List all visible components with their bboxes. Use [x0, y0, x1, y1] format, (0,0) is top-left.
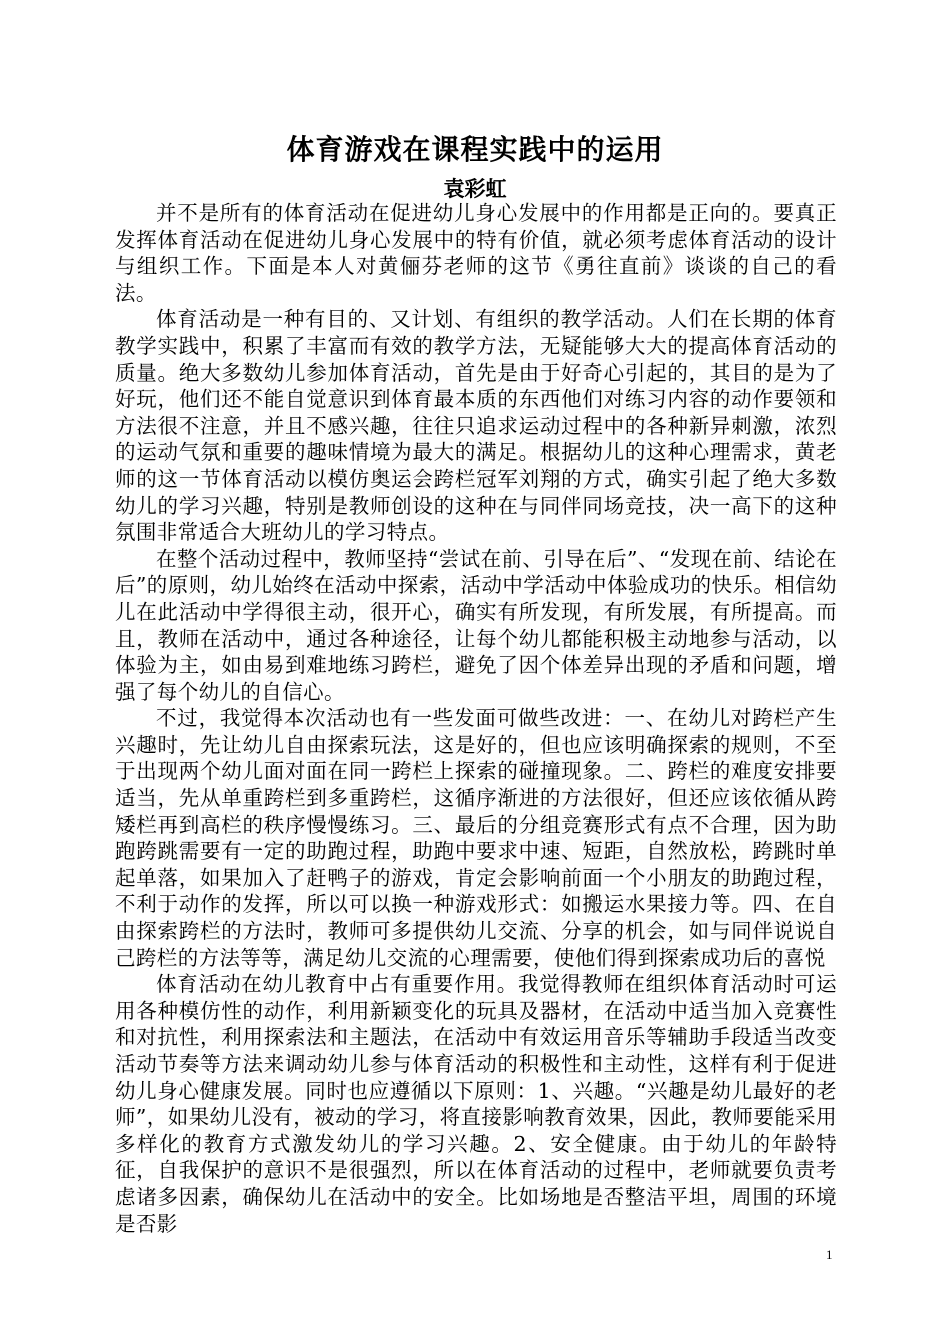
body-paragraph: 不过，我觉得本次活动也有一些发面可做些改进：一、在幼儿对跨栏产生兴趣时，先让幼儿自由探索玩法，这是好的，但也应该明确探索的规则，不至于出现两个幼儿面对面在同一跨栏上探索的碰撞现象。二、跨栏的难度安排要适当，先从单重跨栏到多重跨栏，这循序渐进的方法很好，但还应该依循从跨矮栏再到高栏的秩序慢慢练习。三、最后的分组竞赛形式有点不合理，因为助跑跨跳需要有一定的助跑过程，助跑中要求中速、短距，自然放松，跨跳时单起单落，如果加入了赶鸭子的游戏，肯定会影响前面一个小朋友的助跑过程，不利于动作的发挥，所以可以换一种游戏形式：如搬运水果接力等。四、在自由探索跨栏的方法时，教师可多提供幼儿交流、分享的机会，如与同伴说说自己跨栏的方法等等，满足幼儿交流的心理需要，使他们得到探索成功后的喜悦: [115, 706, 837, 970]
document-author: 袁彩虹: [443, 177, 507, 201]
document-body: [115, 200, 837, 1237]
body-paragraph: 体育活动是一种有目的、又计划、有组织的教学活动。人们在长期的体育教学实践中，积累了丰富而有效的教学方法，无疑能够大大的提高体育活动的质量。绝大多数幼儿参加体育活动，首先是由于好奇心引起的，其目的是为了好玩，他们还不能自觉意识到体育最本质的东西他们对练习内容的动作要领和方法很不注意，并且不感兴趣，往往只追求运动过程中的各种新异刺激，浓烈的运动气氛和重要的趣味情境为最大的满足。根据幼儿的这种心理需求，黄老师的这一节体育活动以模仿奥运会跨栏冠军刘翔的方式，确实引起了绝大多数幼儿的学习兴趣，特别是教师创设的这种在与同伴同场竞技，决一高下的这种氛围非常适合大班幼儿的学习特点。: [115, 307, 837, 545]
body-paragraph: 并不是所有的体育活动在促进幼儿身心发展中的作用都是正向的。要真正发挥体育活动在促进幼儿身心发展中的特有价值，就必须考虑体育活动的设计与组织工作。下面是本人对黄俪芬老师的这节《勇往直前》谈谈的自己的看法。: [115, 201, 837, 305]
document-title: 体育游戏在课程实践中的运用: [286, 133, 664, 166]
body-paragraph: 体育活动在幼儿教育中占有重要作用。我觉得教师在组织体育活动时可运用各种模仿性的动作，利用新颖变化的玩具及器材，在活动中适当加入竞赛性和对抗性，利用探索法和主题法，在活动中有效运用音乐等辅助手段适当改变活动节奏等方法来调动幼儿参与体育活动的积极性和主动性，这样有利于促进幼儿身心健康发展。同时也应遵循以下原则：1、兴趣。“兴趣是幼儿最好的老师”，如果幼儿没有，被动的学习，将直接影响教育效果，因此，教师要能采用多样化的教育方式激发幼儿的学习兴趣。2、安全健康。由于幼儿的年龄特征，自我保护的意识不是很强烈，所以在体育活动的过程中，老师就要负责考虑诸多因素，确保幼儿在活动中的安全。比如场地是否整洁平坦，周围的环境是否影: [115, 972, 837, 1236]
page-number: 1: [826, 1247, 833, 1262]
body-paragraph: 在整个活动过程中，教师坚持“尝试在前、引导在后”、“发现在前、结论在后”的原则，幼儿始终在活动中探索，活动中学活动中体验成功的快乐。相信幼儿在此活动中学得很主动，很开心，确实有所发现，有所发展，有所提高。而且，教师在活动中，通过各种途径，让每个幼儿都能积极主动地参与活动，以体验为主，如由易到难地练习跨栏，避免了因个体差异出现的矛盾和问题，增强了每个幼儿的自信心。: [115, 546, 837, 704]
